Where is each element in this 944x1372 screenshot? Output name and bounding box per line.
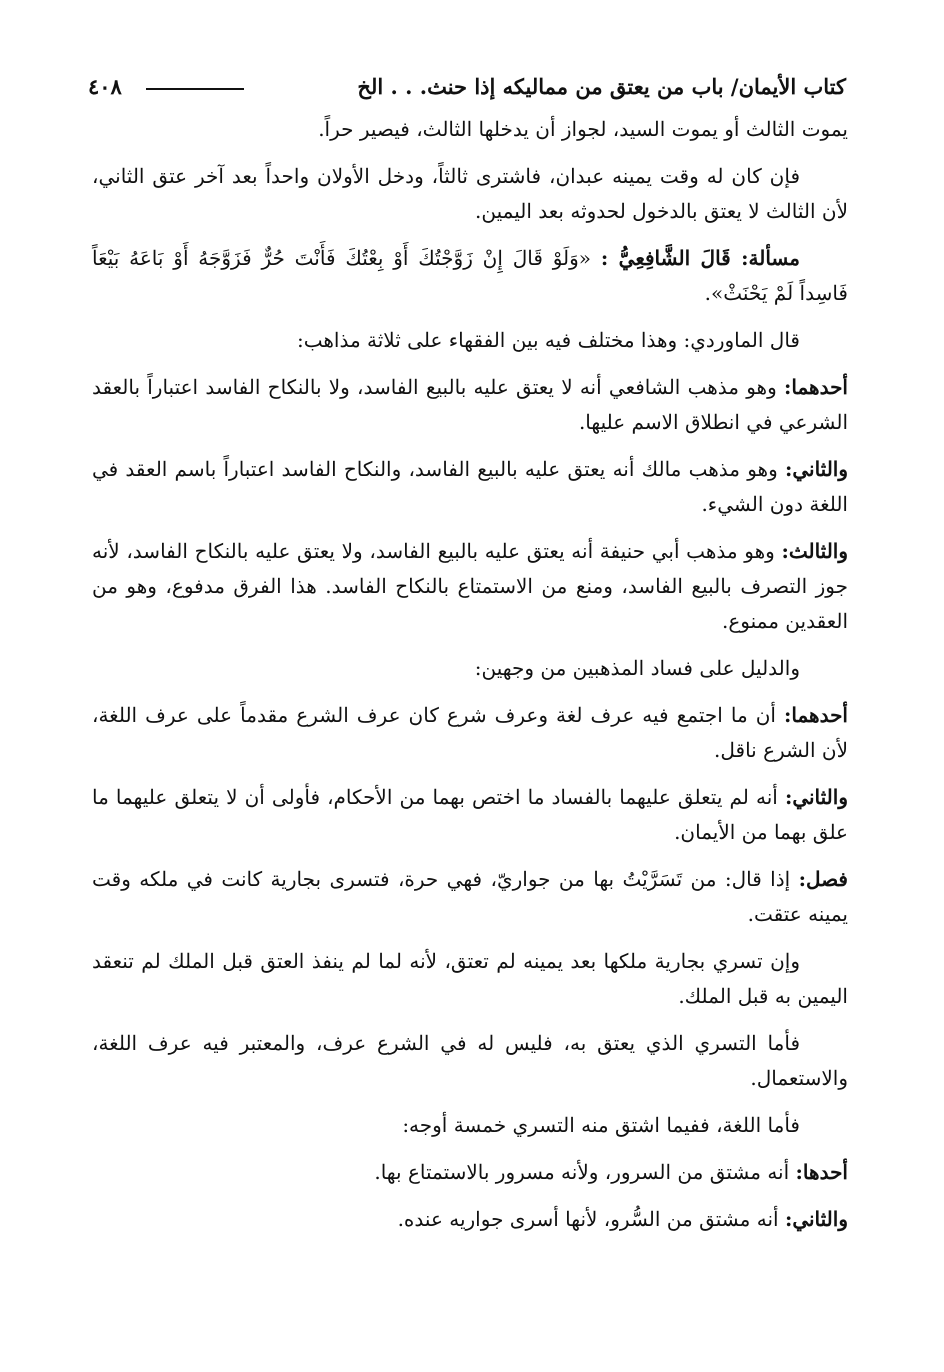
paragraph bbox=[92, 159, 848, 229]
paragraph-lead: أحدها: bbox=[795, 1160, 848, 1184]
paragraph-text: «وَلَوْ قَالَ إِنْ زَوَّجْتُكَ أَوْ بِعْتُكَ فَأَنْتَ حُرٌّ فَزَوَّجَهُ أَوْ بَاعَهُ بَيْعَاً فَاسِداً لَمْ يَحْنَثْ». bbox=[92, 246, 848, 305]
paragraph-text: وهو مذهب الشافعي أنه لا يعتق عليه بالبيع الفاسد، ولا بالنكاح الفاسد اعتباراً بالعقد الشرعي في انطلاق الاسم عليها. bbox=[92, 375, 848, 434]
paragraph-lead: أحدهما: bbox=[783, 703, 848, 727]
paragraph-lead: والثالث: bbox=[781, 539, 849, 563]
paragraph-text: فأما التسري الذي يعتق به، فليس له في الشرع عرف، والمعتبر فيه عرف اللغة، والاستعمال. bbox=[92, 1031, 848, 1090]
paragraph-text: أنه مشتق من السرور، ولأنه مسرور بالاستمتاع بها. bbox=[374, 1160, 790, 1184]
paragraph bbox=[92, 1155, 848, 1190]
paragraph-lead: مسألة: قَالَ الشَّافِعِيُّ : bbox=[600, 246, 800, 270]
paragraph bbox=[92, 1108, 848, 1143]
paragraph bbox=[92, 780, 848, 850]
paragraph-text: والدليل على فساد المذهبين من وجهين: bbox=[474, 656, 800, 680]
paragraph bbox=[92, 1026, 848, 1096]
paragraph bbox=[92, 651, 848, 686]
paragraph-text: أن ما اجتمع فيه عرف لغة وعرف شرع كان عرف الشرع مقدماً على عرف اللغة، لأن الشرع ناقل. bbox=[92, 703, 848, 762]
paragraph-text: فأما اللغة، ففيما اشتق منه التسري خمسة أوجه: bbox=[402, 1113, 800, 1137]
paragraph-text: أنه لم يتعلق عليهما بالفساد ما اختص بهما من الأحكام، فأولى أن لا يتعلق عليهما ما علق بهما من الأيمان. bbox=[92, 785, 848, 844]
paragraph-text: فإن كان له وقت يمينه عبدان، فاشترى ثالثاً، ودخل الأولان واحداً بعد آخر عتق الثاني، لأن الثالث لا يعتق بالدخول لحدوثه بعد اليمين. bbox=[92, 164, 848, 223]
paragraph-lead: فصل: bbox=[798, 867, 848, 891]
paragraph-lead: والثاني: bbox=[784, 1207, 848, 1231]
header-title: كتاب الأيمان/ باب من يعتق من مماليكه إذا حنث. . . الخ bbox=[357, 74, 846, 99]
paragraph-text: وهو مذهب مالك أنه يعتق عليه بالبيع الفاسد، والنكاح الفاسد اعتباراً باسم العقد في اللغة دون الشيء. bbox=[92, 457, 848, 516]
paragraph-text: أنه مشتق من السُّرو، لأنها أسرى جواريه عنده. bbox=[397, 1207, 779, 1231]
paragraph-lead: والثاني: bbox=[784, 457, 849, 481]
paragraph bbox=[92, 944, 848, 1014]
paragraph-text: قال الماوردي: وهذا مختلف فيه بين الفقهاء على ثلاثة مذاهب: bbox=[296, 328, 800, 352]
paragraph bbox=[92, 370, 848, 440]
paragraph-lead: أحدهما: bbox=[783, 375, 848, 399]
page-body bbox=[92, 112, 848, 1249]
paragraph bbox=[92, 1202, 848, 1237]
paragraph-text: وإن تسري بجارية ملكها بعد يمينه لم تعتق، لأنه لما لم ينفذ العتق قبل الملك لم تنعقد اليمين به قبل الملك. bbox=[92, 949, 848, 1008]
paragraph-lead: والثاني: bbox=[784, 785, 848, 809]
running-header bbox=[88, 74, 846, 108]
paragraph bbox=[92, 241, 848, 311]
paragraph-text: يموت الثالث أو يموت السيد، لجواز أن يدخلها الثالث، فيصير حراً. bbox=[318, 117, 848, 141]
paragraph-text: إذا قال: من تَسَرَّيْتُ بها من جواريّ، فهي حرة، فتسرى بجارية كانت في ملكه وقت يمينه عتقت. bbox=[92, 867, 848, 926]
paragraph bbox=[92, 452, 848, 522]
paragraph-text: وهو مذهب أبي حنيفة أنه يعتق عليه بالبيع الفاسد، ولا يعتق عليه بالنكاح الفاسد، لأنه جوز التصرف بالبيع الفاسد، ومنع من الاستمتاع بالنكاح الفاسد. هذا الفرق مدفوع، وهو من العقدين ممنوع. bbox=[92, 539, 848, 633]
paragraph bbox=[92, 862, 848, 932]
paragraph bbox=[92, 534, 848, 639]
paragraph bbox=[92, 698, 848, 768]
paragraph bbox=[92, 323, 848, 358]
page-number: ٤٠٨ bbox=[88, 74, 122, 99]
paragraph bbox=[92, 112, 848, 147]
